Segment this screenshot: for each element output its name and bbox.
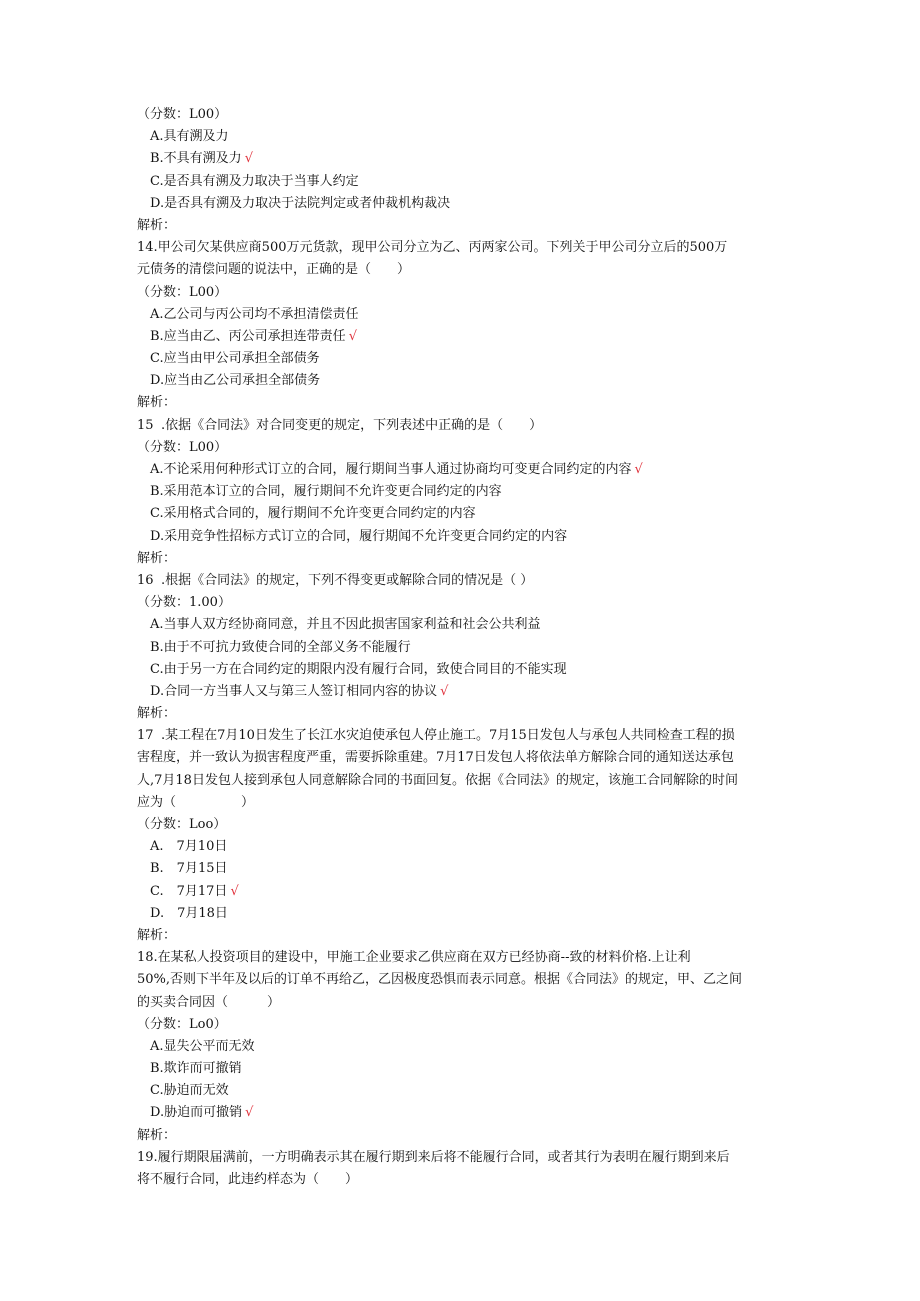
q18-option-d (137, 1102, 787, 1124)
q13-option-a: A.具有溯及力 (150, 129, 229, 145)
q19-stem-line-2: 将不履行合同，此违约样态为（ ） (137, 1172, 359, 1187)
correct-check-icon: √ (634, 462, 643, 477)
q13-option-d: D.是否具有溯及力取决于法院判定或者仲裁机构裁决 (150, 195, 451, 211)
q18-stem-line-3: 的买卖合同因（ ） (137, 994, 281, 1010)
document-page (137, 104, 787, 1191)
q15-stem (137, 415, 787, 437)
q14-option-c: C.应当由甲公司承担全部债务 (150, 351, 320, 367)
q17-option-c (137, 881, 787, 903)
q16-option-a: A.当事人双方经协商同意，并且不因此损害国家利益和社会公共利益 (150, 617, 541, 633)
q13-score: （分数：L00） (137, 107, 228, 122)
q17-option-b: B. 7月15日 (150, 861, 228, 877)
q14-option-b (137, 326, 787, 348)
q18-analysis: 解析： (137, 1127, 177, 1143)
correct-check-icon: √ (230, 883, 239, 899)
q17-analysis: 解析： (137, 927, 177, 943)
q15-option-c: C.采用格式合同的，履行期间不允许变更合同约定的内容 (150, 506, 476, 522)
q16-analysis: 解析： (137, 706, 177, 722)
q14-analysis: 解析： (137, 395, 177, 411)
q13-option-c: C.是否具有溯及力取决于当事人约定 (150, 173, 359, 189)
q18-stem-line-2: 50%,否则下半年及以后的订单不再给乙，乙因极度恐惧而表示同意。根据《合同法》的规定，甲、乙之间 (137, 972, 743, 988)
q14-option-d: D.应当由乙公司承担全部债务 (150, 373, 321, 389)
q18-option-d-text: D.胁迫而可撤销 (150, 1105, 243, 1121)
q18-option-b: B.欺诈而可撤销 (150, 1061, 242, 1077)
q18-option-a: A.显失公平而无效 (150, 1038, 255, 1054)
q16-option-c: C.由于另一方在合同约定的期限内没有履行合同，致使合同目的不能实现 (150, 661, 567, 677)
q17-option-c-text: C. 7月17日 (150, 883, 228, 899)
q16-stem-text: .根据《合同法》的规定，下列不得变更或解除合同的情况是（ ） (161, 572, 534, 588)
q17-stem-line-4: 应为（ ） (137, 794, 255, 810)
q17-number: 17 (137, 728, 154, 744)
q18-score: （分数：Lo0） (137, 1016, 227, 1032)
q15-number: 15 (137, 417, 154, 433)
correct-check-icon: √ (348, 328, 357, 344)
q15-analysis: 解析： (137, 550, 177, 566)
q15-option-a-text: A.不论采用何种形式订立的合同，履行期间当事人通过协商均可变更合同约定的内容 (150, 462, 632, 477)
q17-option-a: A. 7月10日 (150, 839, 228, 855)
q16-option-d-text: D.合同一方当事人又与第三人签订相同内容的协议 (150, 683, 438, 699)
q14-stem-line-2: 元债务的清偿问题的说法中，正确的是（ ） (137, 262, 411, 278)
q15-option-b: B.采用范本订立的合同，履行期间不允许变更合同约定的内容 (150, 484, 502, 500)
q18-stem-line-1: 18.在某私人投资项目的建设中，甲施工企业要求乙供应商在双方已经协商--致的材料价格.上让利 (137, 950, 691, 966)
q16-option-d (137, 681, 787, 703)
q18-option-c: C.胁迫而无效 (150, 1083, 229, 1099)
q17-score: （分数：Loo） (137, 817, 227, 832)
q14-option-a: A.乙公司与丙公司均不承担清偿责任 (150, 306, 359, 322)
q14-stem-line-1: 14.甲公司欠某供应商500万元货款，现甲公司分立为乙、丙两家公司。下列关于甲公司分立后的500万 (137, 240, 728, 256)
correct-check-icon: √ (245, 1105, 254, 1121)
q15-option-a (137, 459, 787, 481)
q17-stem-text: .某工程在7月10日发生了长江水灾迫使承包人停止施工。7月15日发包人与承包人共同检查工程的损 (161, 728, 735, 744)
q16-stem (137, 570, 787, 592)
q14-score: （分数：L00） (137, 284, 228, 300)
q13-option-b-text: B.不具有溯及力 (150, 151, 242, 167)
q19-stem-line-1: 19.履行期限届满前，一方明确表示其在履行期到来后将不能履行合同，或者其行为表明在履行期到来后 (137, 1149, 730, 1165)
q16-score: （分数：1.00） (137, 595, 231, 611)
q13-option-b (137, 148, 787, 170)
q15-stem-text: .依据《合同法》对合同变更的规定，下列表述中正确的是（ ） (161, 417, 543, 433)
q14-option-b-text: B.应当由乙、丙公司承担连带责任 (150, 328, 346, 344)
q15-option-d: D.采用竞争性招标方式订立的合同，履行期闻不允许变更合同约定的内容 (150, 528, 568, 544)
q16-option-b: B.由于不可抗力致使合同的全部义务不能履行 (150, 639, 411, 655)
correct-check-icon: √ (244, 151, 253, 167)
q13-analysis: 解析： (137, 217, 177, 233)
q17-option-d: D. 7月18日 (150, 905, 228, 921)
q15-score: （分数：L00） (137, 439, 228, 455)
q17-stem-line-2: 害程度，并一致认为损害程度严重，需要拆除重建。7月17日发包人将依法单方解除合同的通知送达承包 (137, 750, 734, 766)
correct-check-icon: √ (440, 683, 449, 699)
q16-number: 16 (137, 572, 154, 588)
q17-stem-line-1 (137, 725, 787, 747)
q17-stem-line-3: 人,7月18日发包人接到承包人同意解除合同的书面回复。依据《合同法》的规定，该施工合同解除的时间 (137, 772, 738, 788)
